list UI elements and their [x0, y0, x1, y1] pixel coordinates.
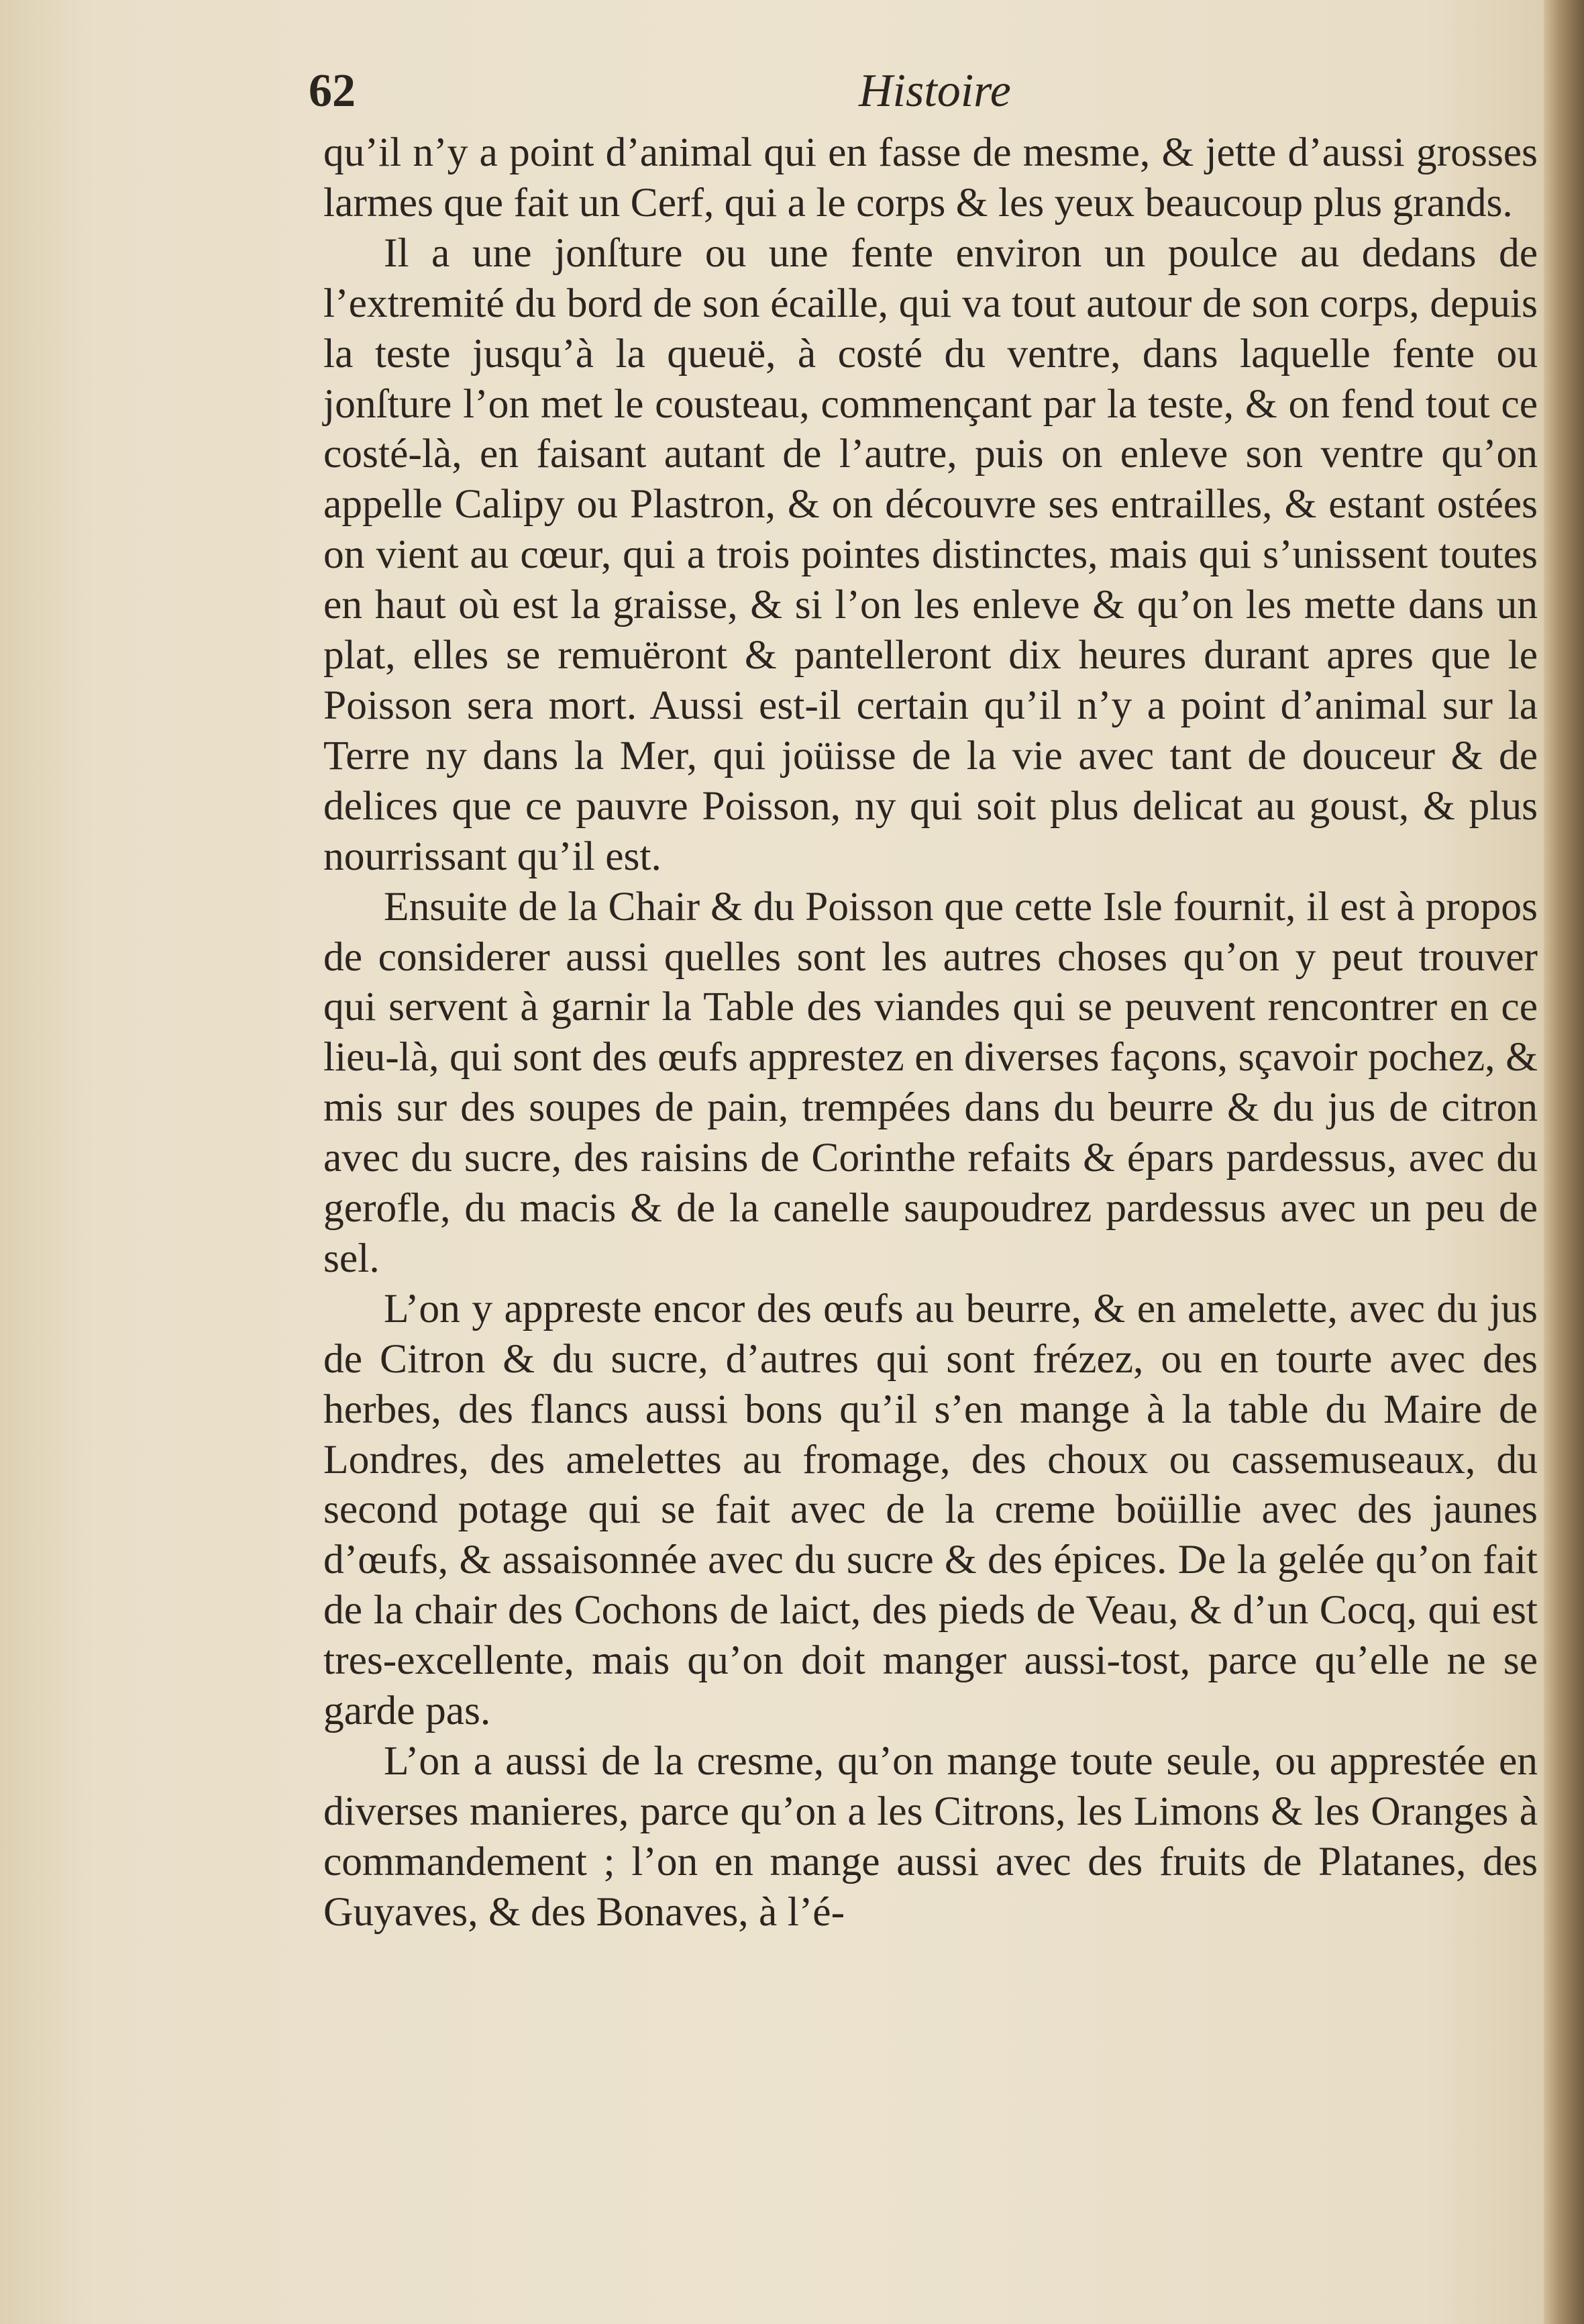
paragraph: L’on y appreste encor des œufs au beurre, & en amelette, avec du jus de Citron & du sucre, d’autres qui sont frézez, ou en tourte avec des herbes, des flancs aussi bons qu’il s’en mange à la table du Maire de Londres, des amelettes au fromage, des choux ou cassemuseaux, du second potage qui se fait avec de la creme boüillie avec des jaunes d’œufs, & assaisonnée avec du sucre & des épices. De la gelée qu’on fait de la chair des Cochons de laict, des pieds de Veau, & d’un Cocq, qui est tres-excellente, mais qu’on doit manger aussi-tost, parce qu’elle ne se garde pas. [323, 1285, 1538, 1734]
body-text [323, 128, 1538, 1937]
paragraph: L’on a aussi de la cresme, qu’on mange toute seule, ou apprestée en diverses manieres, parce qu’on a les Citrons, les Limons & les Oranges à commandement ; l’on en mange aussi avec des fruits de Platanes, des Guyaves, & des Bonaves, à l’é- [323, 1738, 1538, 1935]
paragraph: Il a une jonſture ou une fente environ un poulce au dedans de l’extremité du bord de son écaille, qui va tout autour de son corps, depuis la teste jusqu’à la queuë, à costé du ventre, dans laquelle fente ou jonſture l’on met le cousteau, commençant par la teste, & on fend tout ce costé-là, en faisant autant de l’autre, puis on enleve son ventre qu’on appelle Calipy ou Plastron, & on découvre ses entrailles, & estant ostées on vient au cœur, qui a trois pointes distinctes, mais qui s’unissent toutes en haut où est la graisse, & si l’on les enleve & qu’on les mette dans un plat, elles se remuëront & pantelleront dix heures durant apres que le Poisson sera mort. Aussi est-il certain qu’il n’y a point d’animal sur la Terre ny dans la Mer, qui joüisse de la vie avec tant de douceur & de delices que ce pauvre Poisson, ny qui soit plus delicat au goust, & plus nourrissant qu’il est. [323, 230, 1538, 879]
page-header [309, 64, 1536, 125]
running-title: Histoire [859, 65, 1011, 117]
page-edge-shadow [1544, 0, 1584, 2324]
paragraph: qu’il n’y a point d’animal qui en fasse de mesme, & jette d’aussi grosses larmes que fait un Cerf, qui a le corps & les yeux beaucoup plus grands. [323, 130, 1538, 225]
paragraph: Ensuite de la Chair & du Poisson que cette Isle fournit, il est à propos de considerer aussi quelles sont les autres choses qu’on y peut trouver qui servent à garnir la Table des viandes qui se peuvent rencontrer en ce lieu-là, qui sont des œufs apprestez en diverses façons, sçavoir pochez, & mis sur des soupes de pain, trempées dans du beurre & du jus de citron avec du sucre, des raisins de Corinthe refaits & épars pardessus, avec du gerofle, du macis & de la canelle saupoudrez pardessus avec un peu de sel. [323, 883, 1538, 1281]
page-number: 62 [309, 65, 356, 117]
